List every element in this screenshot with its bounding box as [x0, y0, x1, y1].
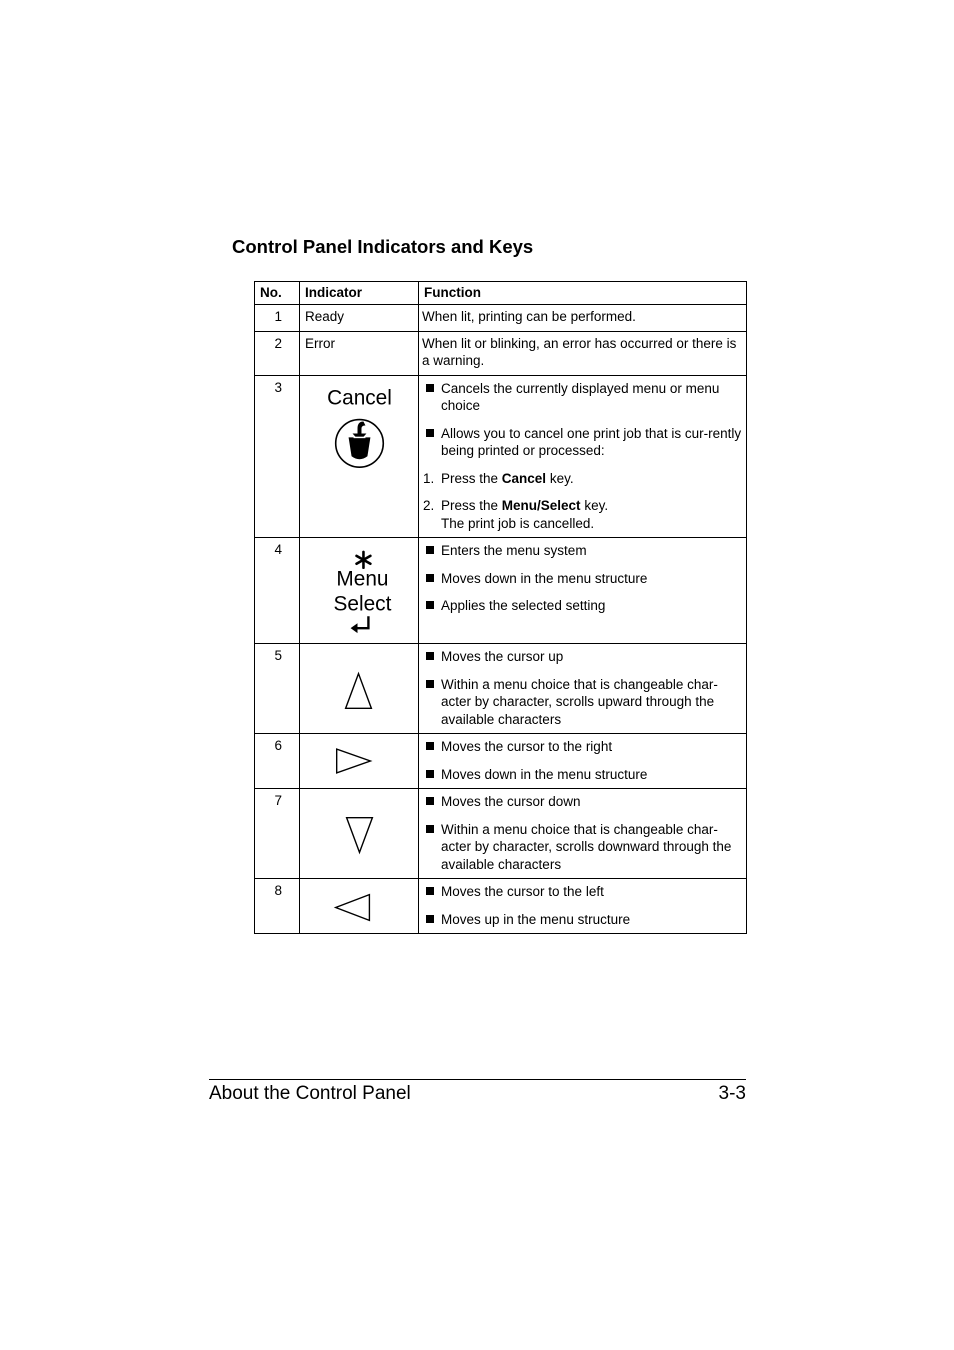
- header-indicator: Indicator: [300, 282, 419, 305]
- bullet-icon: [423, 570, 441, 588]
- row-number: 1: [255, 305, 300, 332]
- footer-section-title: About the Control Panel: [209, 1083, 411, 1104]
- indicator-cell: [300, 734, 419, 789]
- bullet-icon: [423, 380, 441, 415]
- bullet-icon: [423, 676, 441, 729]
- row-number: 6: [255, 734, 300, 789]
- table-row: [255, 789, 747, 879]
- bullet-icon: [423, 766, 441, 784]
- left-arrow-key-icon: [300, 879, 418, 933]
- function-bullet: Cancels the currently displayed menu or menu choice: [423, 380, 742, 415]
- function-cell: [419, 538, 747, 644]
- row-number: 4: [255, 538, 300, 644]
- table-row: [255, 734, 747, 789]
- right-arrow-key-icon: [300, 734, 418, 788]
- function-bullet: Moves down in the menu structure: [423, 570, 742, 588]
- indicator-cell: [300, 789, 419, 879]
- indicators-keys-table: [254, 281, 747, 934]
- indicator-cell: [300, 538, 419, 644]
- cancel-step: 2. Press the Menu/Select key. The print job is cancelled.: [423, 498, 609, 531]
- table-row: [255, 375, 747, 538]
- table-row: [255, 879, 747, 934]
- cancel-step: 1. Press the Cancel key.: [423, 470, 574, 486]
- function-bullet: Within a menu choice that is changeable char-acter by character, scrolls downward through the available characters: [423, 821, 742, 874]
- bullet-icon: [423, 883, 441, 901]
- function-bullet: Moves the cursor to the left: [423, 883, 742, 901]
- function-bullet: Moves the cursor to the right: [423, 738, 742, 756]
- indicator-label: Error: [300, 331, 419, 375]
- table-row: [255, 644, 747, 734]
- function-cell: [419, 644, 747, 734]
- bullet-icon: [423, 648, 441, 666]
- table-row: [255, 331, 747, 375]
- function-text: When lit or blinking, an error has occurred or there is a warning.: [419, 331, 747, 375]
- function-cell: [419, 734, 747, 789]
- function-bullet: Moves up in the menu structure: [423, 911, 742, 929]
- bullet-icon: [423, 738, 441, 756]
- table-row: [255, 305, 747, 332]
- footer-page-number: 3-3: [718, 1083, 746, 1104]
- cancel-key-icon: [300, 376, 418, 538]
- indicator-label: Ready: [300, 305, 419, 332]
- section-heading: Control Panel Indicators and Keys: [232, 236, 534, 257]
- indicator-cell: [300, 375, 419, 538]
- function-cell: [419, 789, 747, 879]
- cancel-key-label: Cancel: [327, 386, 392, 410]
- indicator-cell: [300, 879, 419, 934]
- footer-divider: [209, 1079, 746, 1080]
- menu-select-key-name: Menu/Select: [501, 498, 581, 513]
- bullet-icon: [423, 911, 441, 929]
- up-arrow-key-icon: [300, 644, 418, 733]
- table-row: [255, 538, 747, 644]
- function-bullet: Enters the menu system: [423, 542, 742, 560]
- bullet-icon: [423, 425, 441, 460]
- function-bullet: Moves the cursor down: [423, 793, 742, 811]
- row-number: 2: [255, 331, 300, 375]
- row-number: 5: [255, 644, 300, 734]
- function-bullet: Within a menu choice that is changeable char-acter by character, scrolls upward through the available characters: [423, 676, 742, 729]
- cancel-key-name: Cancel: [501, 470, 547, 486]
- row-number: 3: [255, 375, 300, 538]
- function-bullet: Applies the selected setting: [423, 597, 742, 615]
- bullet-icon: [423, 793, 441, 811]
- function-bullet: Moves down in the menu structure: [423, 766, 742, 784]
- header-no: No.: [255, 282, 300, 305]
- row-number: 8: [255, 879, 300, 934]
- bullet-icon: [423, 542, 441, 560]
- row-number: 7: [255, 789, 300, 879]
- bullet-icon: [423, 821, 441, 874]
- function-cell: [419, 879, 747, 934]
- table-header-row: [255, 282, 747, 305]
- menu-key-label: Menu: [336, 567, 389, 591]
- bullet-icon: [423, 597, 441, 615]
- menu-select-key-icon: [300, 538, 418, 643]
- indicator-cell: [300, 644, 419, 734]
- function-bullet: Moves the cursor up: [423, 648, 742, 666]
- function-text: When lit, printing can be performed.: [419, 305, 747, 332]
- function-bullet: Allows you to cancel one print job that is cur-rently being printed or processed:: [423, 425, 742, 460]
- down-arrow-key-icon: [300, 789, 418, 878]
- function-cell: [419, 375, 747, 538]
- select-key-label: Select: [333, 592, 392, 616]
- header-function: Function: [419, 282, 747, 305]
